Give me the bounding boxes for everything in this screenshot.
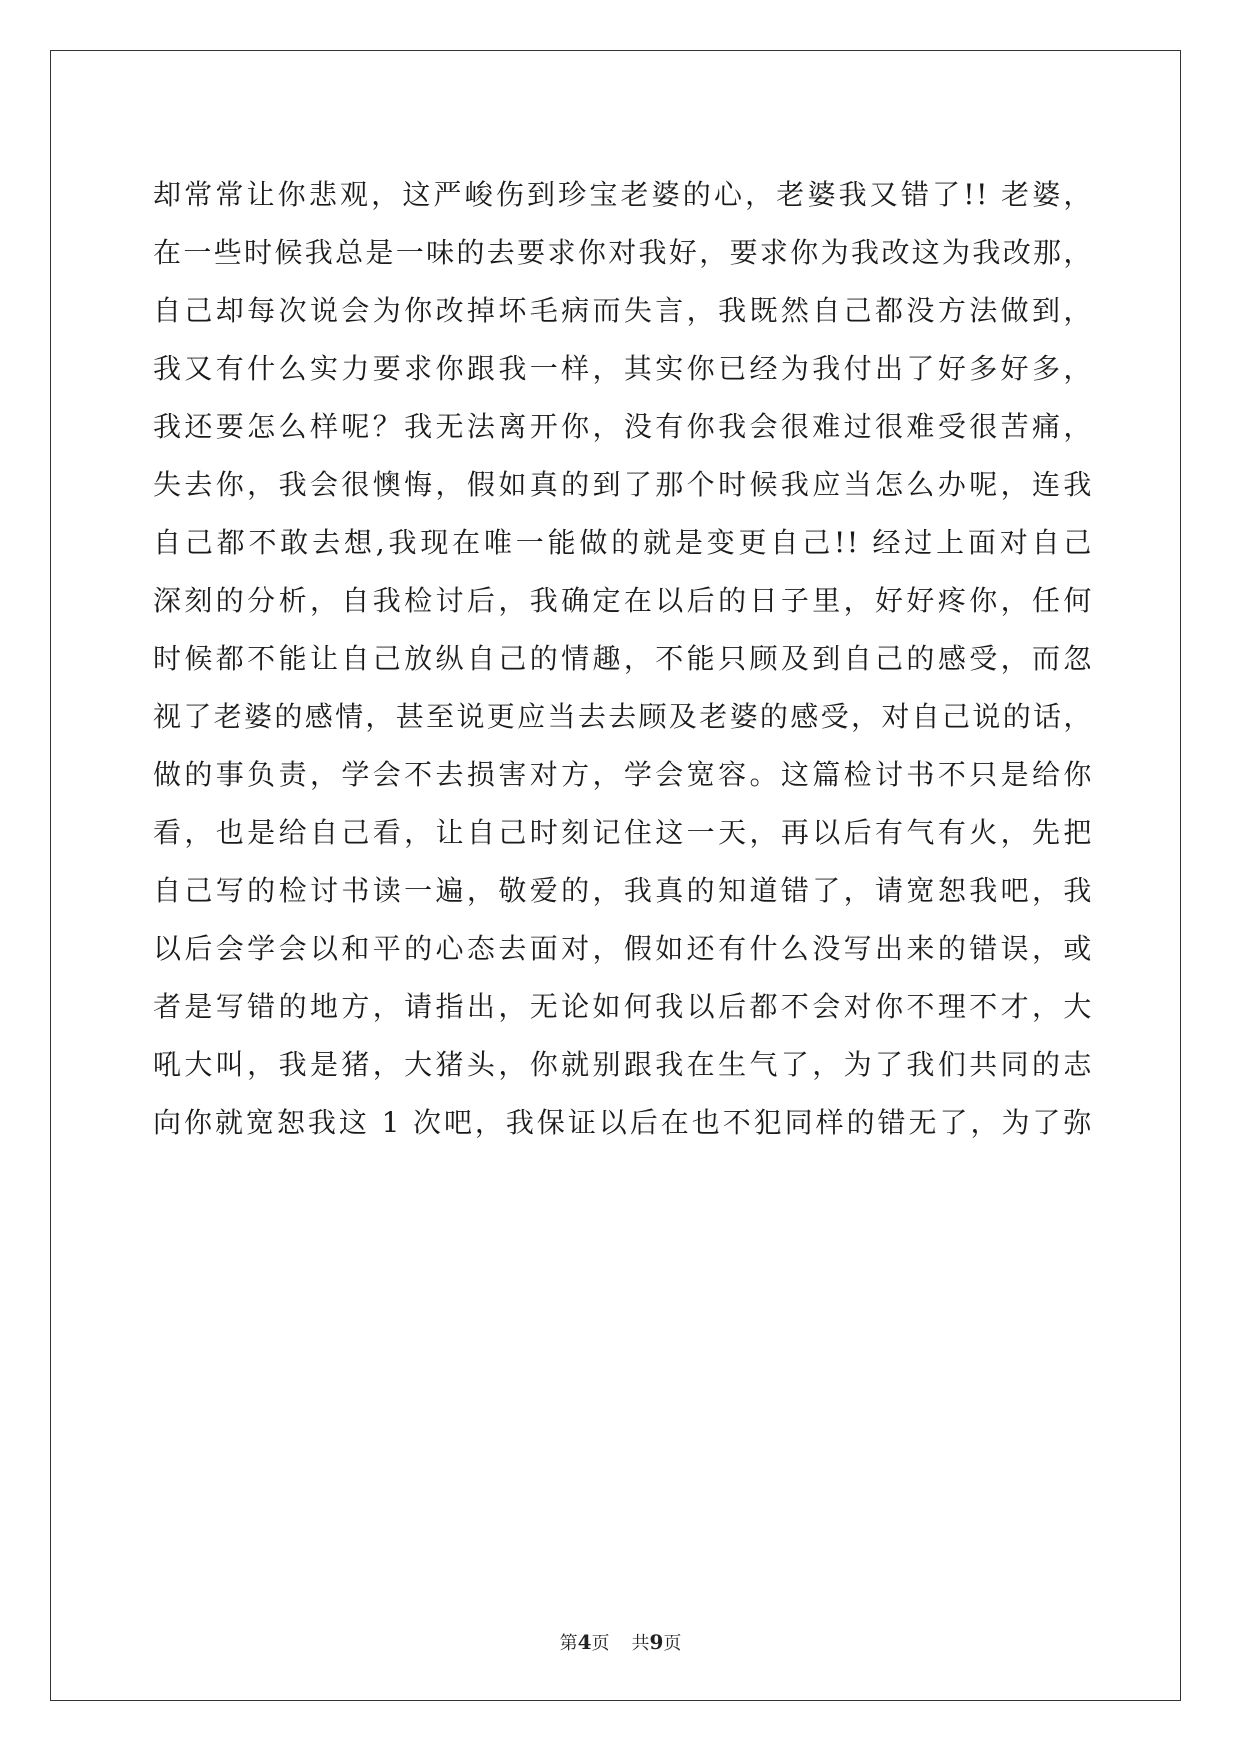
- body-line: 视了老婆的感情，甚至说更应当去去顾及老婆的感受，对自己说的话，: [153, 700, 1093, 733]
- body-line: 自己都不敢去想,我现在唯一能做的就是变更自己!! 经过上面对自己: [153, 526, 1093, 559]
- body-line: 向你就宽恕我这 1 次吧，我保证以后在也不犯同样的错无了，为了弥: [153, 1106, 1093, 1139]
- body-line: 看，也是给自己看，让自己时刻记住这一天，再以后有气有火，先把: [153, 816, 1093, 849]
- body-line: 却常常让你悲观，这严峻伤到珍宝老婆的心，老婆我又错了!! 老婆，: [153, 178, 1093, 211]
- page-current: 4: [577, 1630, 592, 1654]
- body-line: 在一些时候我总是一味的去要求你对我好，要求你为我改这为我改那，: [153, 236, 1093, 269]
- body-line: 我又有什么实力要求你跟我一样，其实你已经为我付出了好多好多，: [153, 352, 1093, 385]
- document-body: [153, 166, 1093, 1152]
- body-line: 我还要怎么样呢？我无法离开你，没有你我会很难过很难受很苦痛，: [153, 410, 1093, 443]
- body-line: 自己却每次说会为你改掉坏毛病而失言，我既然自己都没方法做到，: [153, 294, 1093, 327]
- body-line: 者是写错的地方，请指出，无论如何我以后都不会对你不理不才，大: [153, 990, 1093, 1023]
- body-line: 吼大叫，我是猪，大猪头，你就别跟我在生气了，为了我们共同的志: [153, 1048, 1093, 1081]
- page-suffix: 页: [591, 1633, 610, 1654]
- total-suffix: 页: [663, 1633, 682, 1654]
- body-line: 时候都不能让自己放纵自己的情趣，不能只顾及到自己的感受，而忽: [153, 642, 1093, 675]
- page-total: [631, 1630, 682, 1654]
- body-line: 自己写的检讨书读一遍，敬爱的，我真的知道错了，请宽恕我吧，我: [153, 874, 1093, 907]
- page-total-number: 9: [649, 1630, 664, 1654]
- page-number: [559, 1630, 610, 1654]
- body-line: 以后会学会以和平的心态去面对，假如还有什么没写出来的错误，或: [153, 932, 1093, 965]
- total-prefix: 共: [631, 1633, 650, 1654]
- page-prefix: 第: [559, 1633, 578, 1654]
- page-footer: [0, 1630, 1241, 1656]
- body-line: 深刻的分析，自我检讨后，我确定在以后的日子里，好好疼你，任何: [153, 584, 1093, 617]
- body-line: 做的事负责，学会不去损害对方，学会宽容。这篇检讨书不只是给你: [153, 758, 1093, 791]
- body-line: 失去你，我会很懊悔，假如真的到了那个时候我应当怎么办呢，连我: [153, 468, 1093, 501]
